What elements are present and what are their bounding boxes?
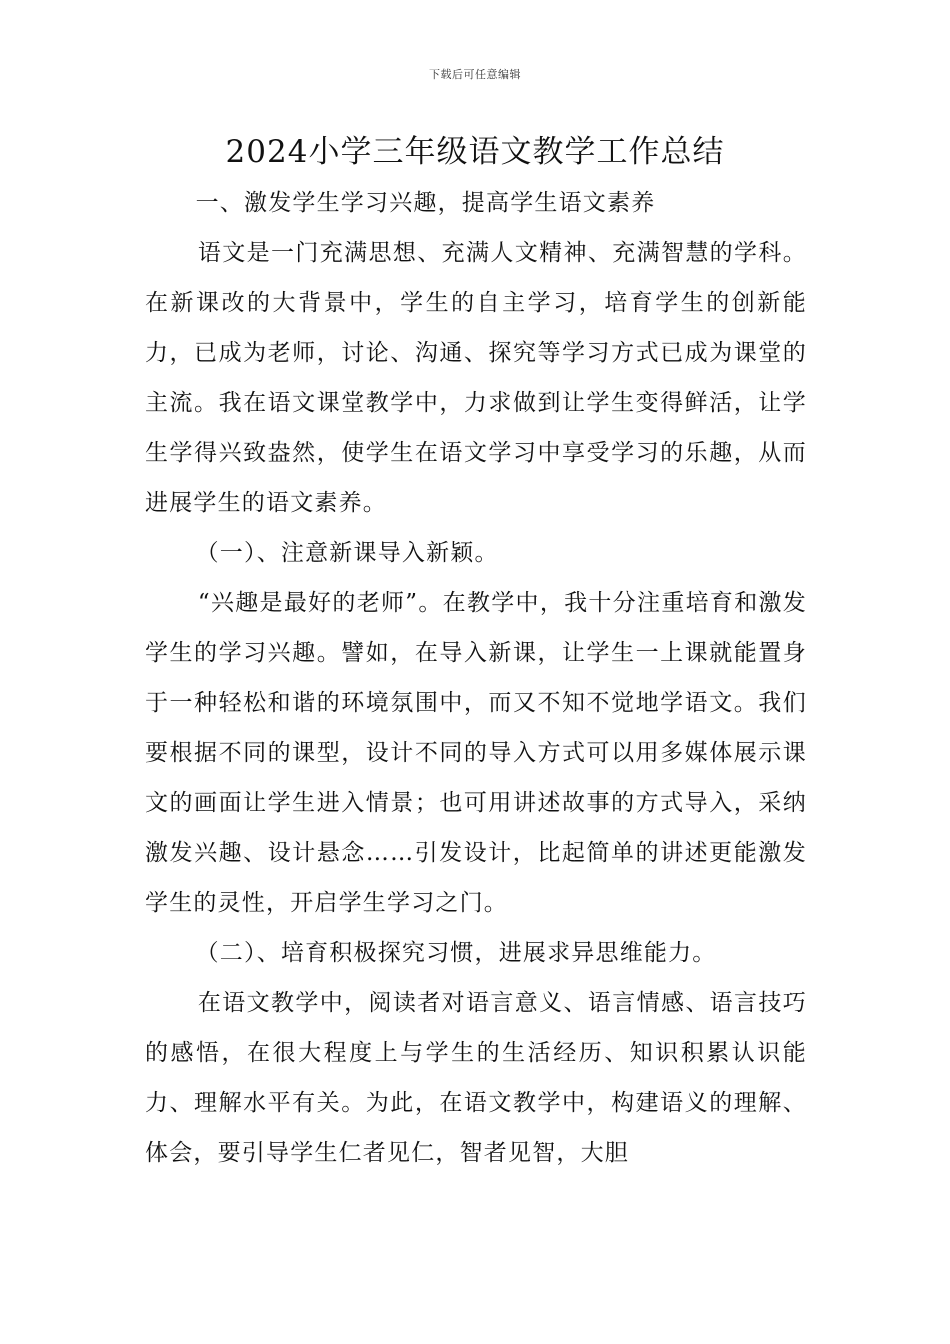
section-heading-2: （一）、注意新课导入新颖。 [195, 540, 499, 566]
paragraph-2: “兴趣是最好的老师”。在教学中，我十分注重培育和激发学生的学习兴趣。譬如，在导入新课，让学生一上课就能置身于一种轻松和谐的环境氛围中，而又不知不觉地学语文。我们要根据不同的课型，设计不同的导入方式可以用多媒体展示课文的画面让学生进入情景；也可用讲述故事的方式导入，采纳激发兴趣、设计悬念……引发设计，比起简单的讲述更能激发学生的灵性，开启学生学习之门。 [145, 590, 807, 916]
section-heading-1: 一、激发学生学习兴趣，提高学生语文素养 [195, 190, 656, 216]
section-heading-3: （二）、培育积极探究习惯，进展求异思维能力。 [195, 940, 717, 966]
paragraph-1: 语文是一门充满思想、充满人文精神、充满智慧的学科。在新课改的大背景中，学生的自主学习，培育学生的创新能力，已成为老师，讨论、沟通、探究等学习方式已成为课堂的主流。我在语文课堂教学中，力求做到让学生变得鲜活，让学生学得兴致盎然，使学生在语文学习中享受学习的乐趣，从而进展学生的语文素养。 [145, 240, 807, 516]
document-title: 2024小学三年级语文教学工作总结 [225, 134, 725, 170]
header-note: 下载后可任意编辑 [429, 68, 521, 81]
document-body [145, 178, 807, 1178]
paragraph-3: 在语文教学中，阅读者对语言意义、语言情感、语言技巧的感悟，在很大程度上与学生的生活经历、知识积累认识能力、理解水平有关。为此，在语文教学中，构建语义的理解、体会，要引导学生仁者见仁，智者见智，大胆 [145, 990, 807, 1166]
